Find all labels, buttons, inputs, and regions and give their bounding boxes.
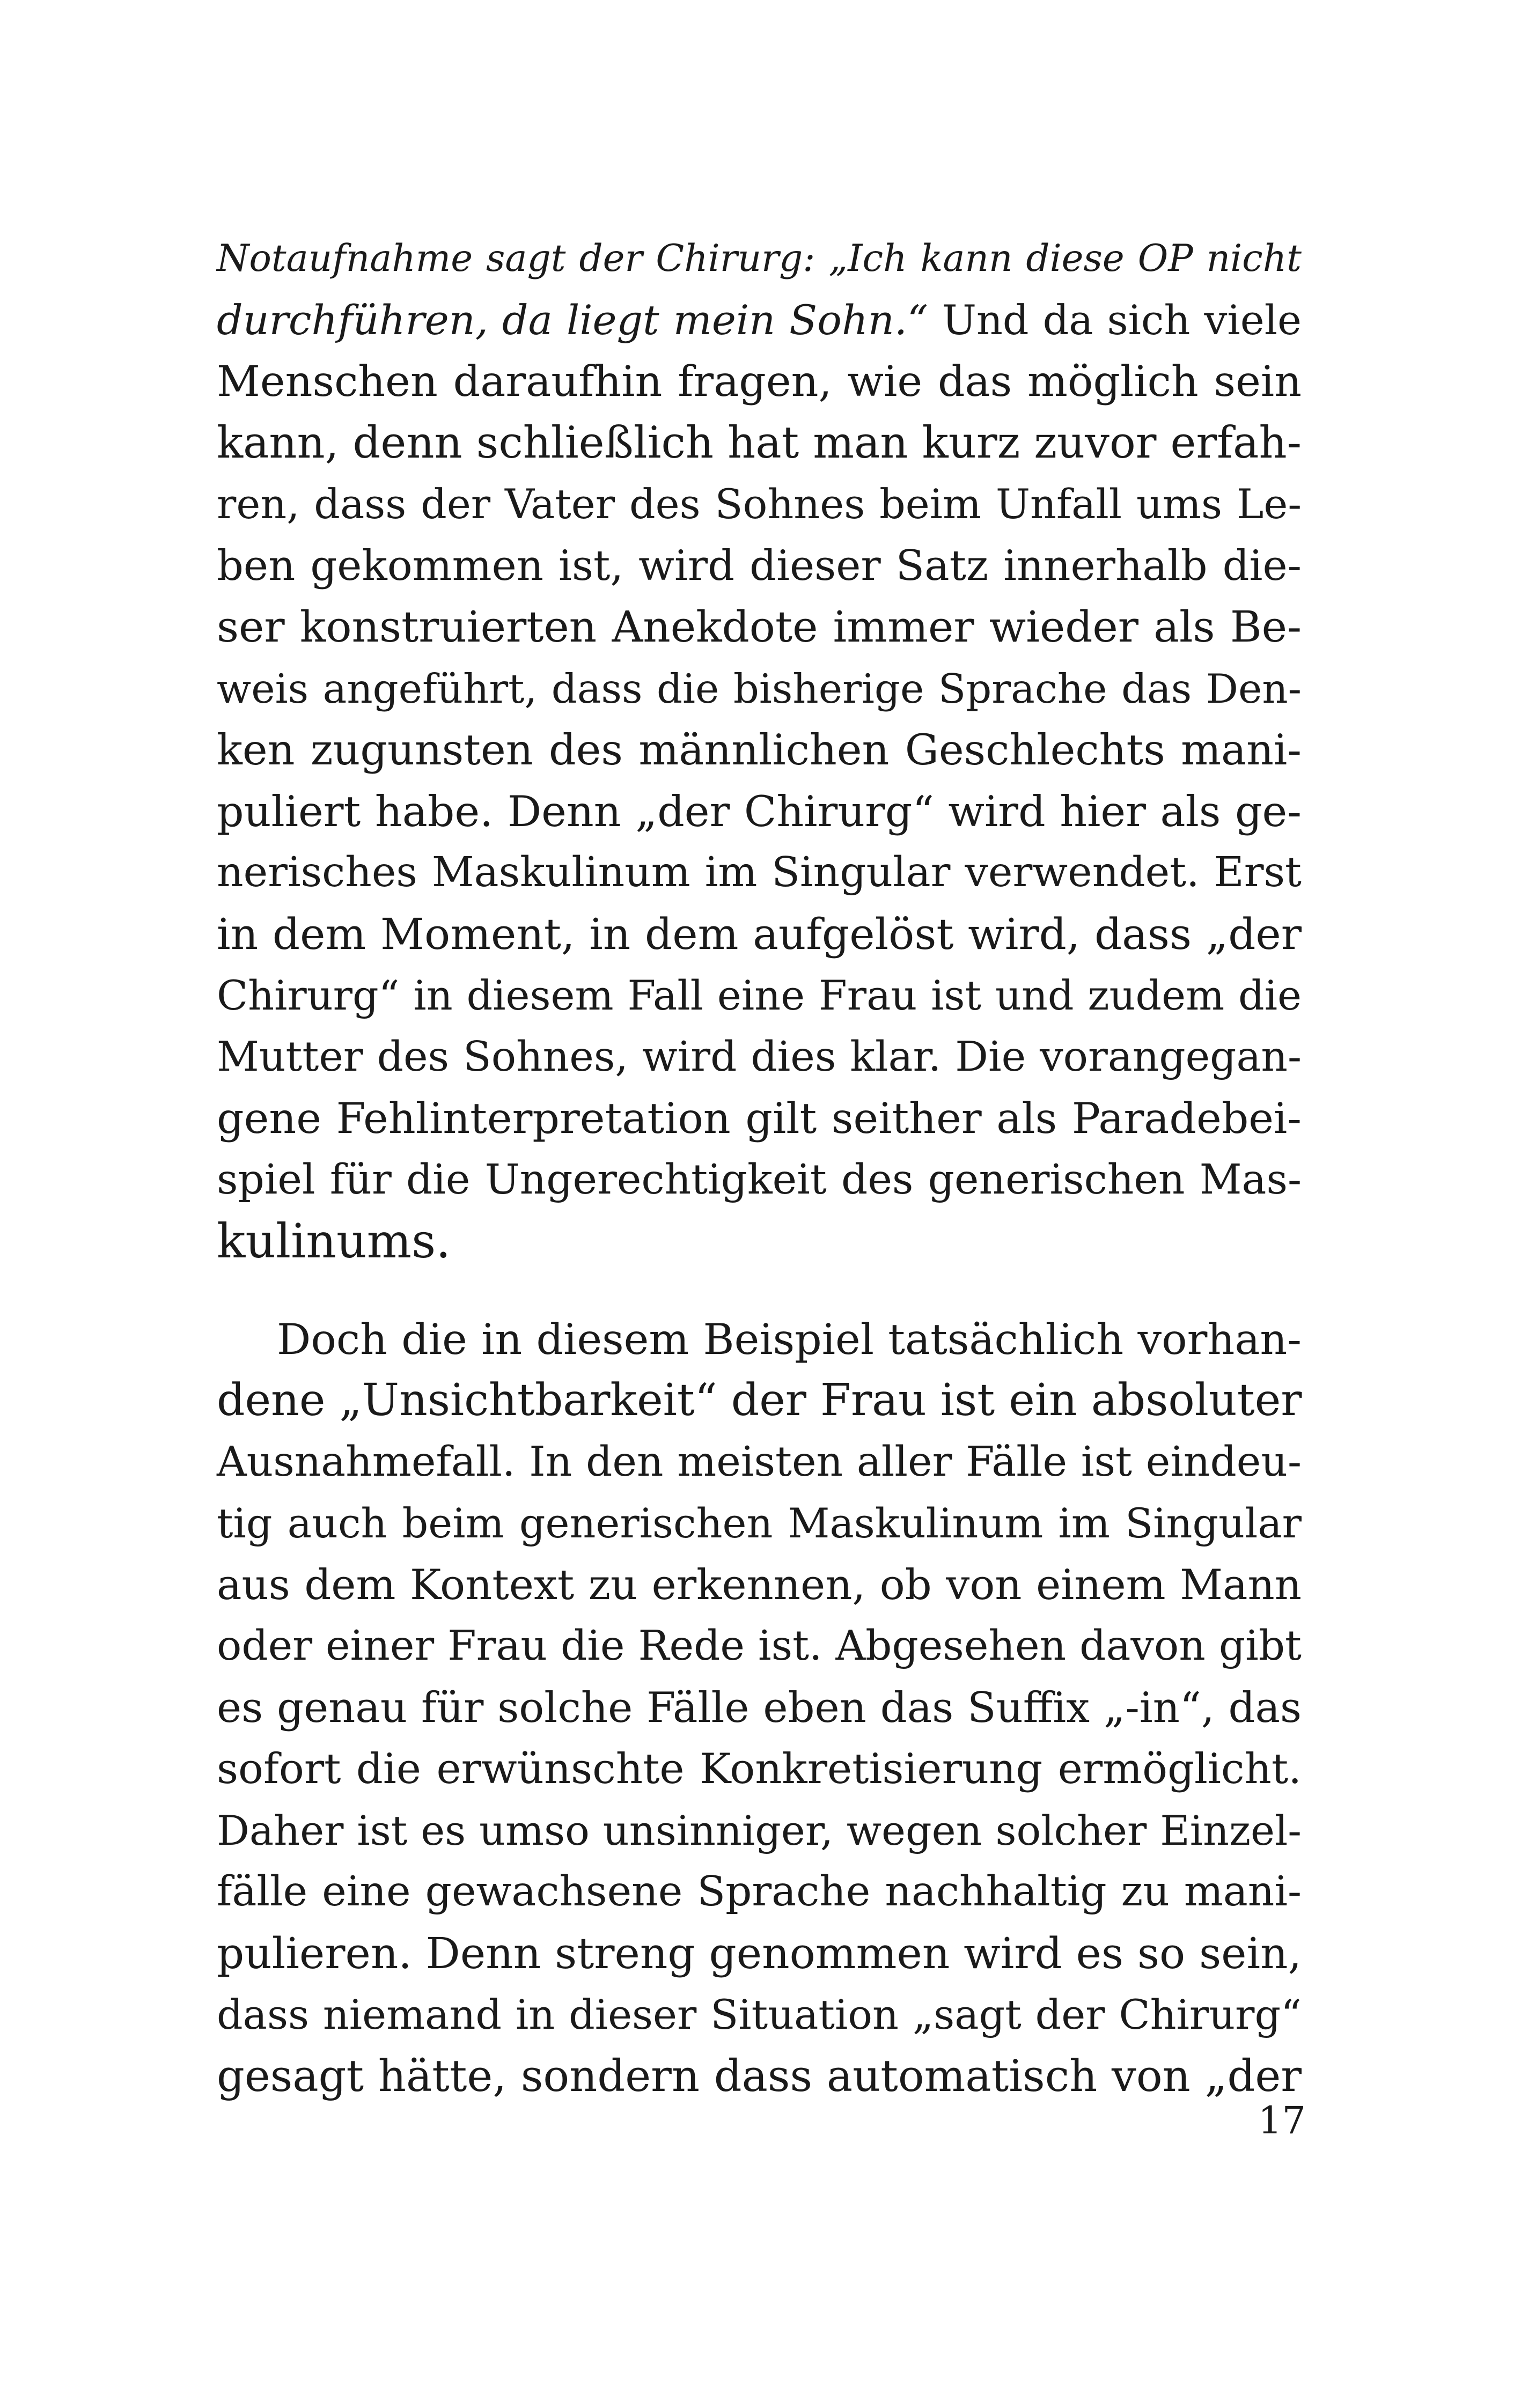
text-line: [217, 1739, 1302, 1800]
text-line: [217, 351, 1302, 413]
italic-text: durchführen, da liegt mein Sohn.“: [217, 296, 928, 344]
text-segment: Ausnahmefall. In den meisten aller Fälle ist eindeu-: [217, 1438, 1302, 1486]
text-line: [217, 842, 1302, 904]
text-line: [217, 228, 1302, 290]
text-line: [217, 904, 1302, 966]
text-segment: oder einer Frau die Rede ist. Abgesehen davon gibt: [217, 1622, 1302, 1670]
text-line: [217, 1432, 1302, 1493]
text-line: [217, 1677, 1302, 1739]
text-segment: pulieren. Denn streng genommen wird es so sein,: [217, 1928, 1302, 1978]
italic-text: Notaufnahme sagt der Chirurg: „Ich kann diese OP nicht: [217, 237, 1302, 280]
text-line: [217, 1150, 1302, 1211]
text-segment: Doch die in diesem Beispiel tatsächlich vorhan-: [277, 1314, 1302, 1364]
text-segment: tig auch beim generischen Maskulinum im Singular: [217, 1499, 1302, 1547]
text-line: [217, 1984, 1302, 2046]
text-segment: sofort die erwünschte Konkretisierung ermöglicht.: [217, 1745, 1302, 1793]
text-segment: dass niemand in dieser Situation „sagt der Chirurg“: [217, 1991, 1302, 2038]
text-segment: Menschen daraufhin fragen, wie das möglich sein: [217, 357, 1302, 406]
text-segment: Chirurg“ in diesem Fall eine Frau ist und zudem die: [217, 971, 1302, 1019]
text-segment: kulinums.: [217, 1213, 451, 1269]
text-segment: gesagt hätte, sondern dass automatisch von „der: [217, 2051, 1302, 2102]
text-line: [217, 535, 1302, 597]
paragraph-gap: [217, 1272, 1302, 1309]
text-line: [217, 2046, 1302, 2108]
text-segment: aus dem Kontext zu erkennen, ob von einem Mann: [217, 1560, 1302, 1609]
text-line: [217, 1616, 1302, 1677]
text-segment: kann, denn schließlich hat man kurz zuvor erfah-: [217, 417, 1302, 468]
text-segment: dene „Unsichtbarkeit“ der Frau ist ein absoluter: [217, 1375, 1302, 1426]
text-segment: weis angeführt, dass die bisherige Sprache das Den-: [217, 665, 1302, 712]
text-segment: puliert habe. Denn „der Chirurg“ wird hier als ge-: [217, 786, 1302, 836]
text-segment: Und da sich viele: [928, 296, 1302, 344]
text-line: [217, 658, 1302, 720]
text-segment: spiel für die Ungerechtigkeit des generischen Mas-: [217, 1155, 1302, 1204]
text-segment: ren, dass der Vater des Sohnes beim Unfall ums Le-: [217, 480, 1302, 528]
text-segment: fälle eine gewachsene Sprache nachhaltig zu mani-: [217, 1868, 1302, 1916]
text-segment: Mutter des Sohnes, wird dies klar. Die vorangegan-: [217, 1033, 1302, 1081]
text-line: [217, 474, 1302, 535]
text-segment: ser konstruierten Anekdote immer wieder als Be-: [217, 602, 1302, 652]
paragraph: [217, 1309, 1302, 2108]
paragraph: [217, 228, 1302, 1272]
body-text: [217, 228, 1302, 2107]
text-line: [217, 1370, 1302, 1432]
text-line: [217, 1211, 1302, 1272]
text-line: [217, 1555, 1302, 1616]
page-number: 17: [1258, 2098, 1306, 2142]
text-line: [217, 1309, 1302, 1371]
text-segment: ken zugunsten des männlichen Geschlechts mani-: [217, 725, 1302, 775]
text-segment: ben gekommen ist, wird dieser Satz innerhalb die-: [217, 541, 1302, 590]
text-line: [217, 597, 1302, 658]
text-segment: es genau für solche Fälle eben das Suffix „-in“, das: [217, 1683, 1302, 1732]
text-segment: Daher ist es umso unsinniger, wegen solcher Einzel-: [217, 1806, 1302, 1854]
text-line: [217, 781, 1302, 843]
text-line: [217, 413, 1302, 474]
text-line: [217, 719, 1302, 781]
text-segment: in dem Moment, in dem aufgelöst wird, dass „der: [217, 909, 1302, 959]
text-line: [217, 965, 1302, 1027]
text-line: [217, 1088, 1302, 1150]
text-line: [217, 1923, 1302, 1985]
text-line: [217, 1027, 1302, 1088]
text-segment: nerisches Maskulinum im Singular verwendet. Erst: [217, 849, 1302, 896]
text-line: [217, 290, 1302, 351]
text-segment: gene Fehlinterpretation gilt seither als Paradebei-: [217, 1094, 1302, 1143]
text-line: [217, 1493, 1302, 1555]
text-line: [217, 1800, 1302, 1862]
text-line: [217, 1861, 1302, 1923]
